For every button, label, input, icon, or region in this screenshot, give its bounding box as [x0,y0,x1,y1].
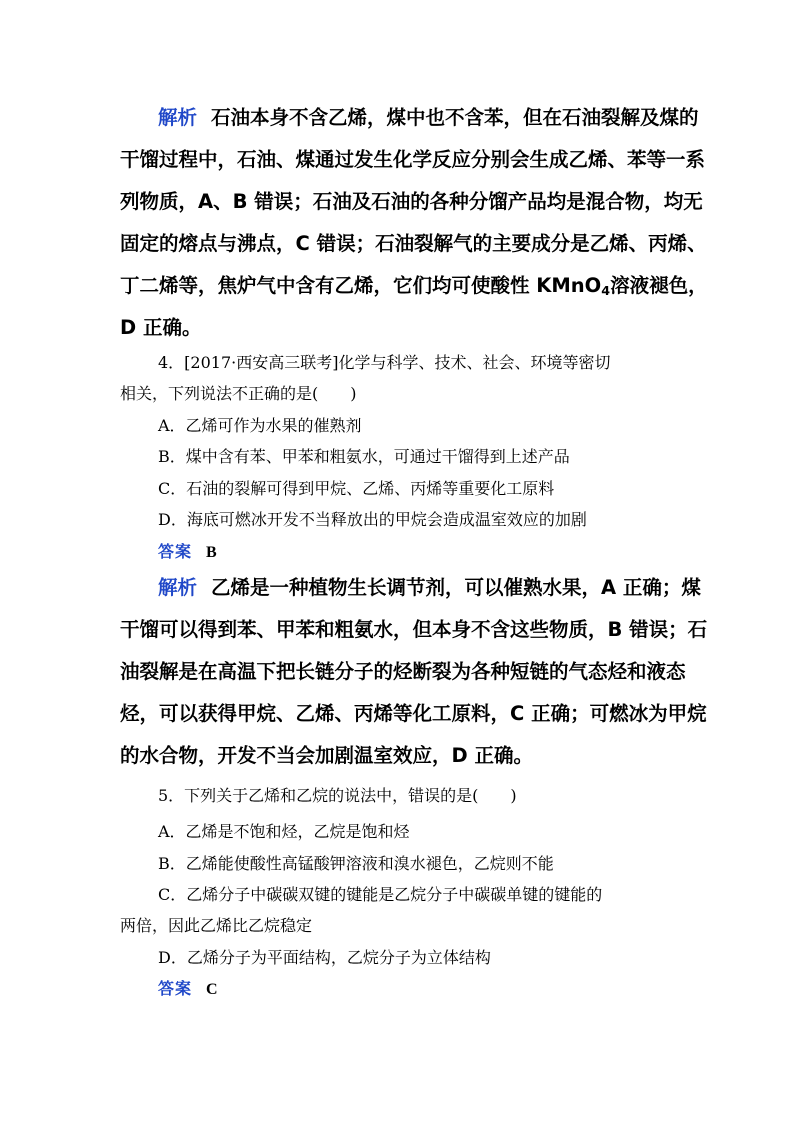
analysis-1-text-1: 石油本身不含乙烯，煤中也不含苯，但在石油裂解及煤的 [211,106,699,129]
analysis-2-line-2: 干馏可以得到苯、甲苯和粗氨水，但本身不含这些物质，B 错误；石 [120,618,708,641]
q5-stem-line-1: 5．下列关于乙烯和乙烷的说法中，错误的是( ) [158,786,517,805]
q5-answer-line [158,976,218,999]
analysis-1-line-5 [120,270,708,298]
analysis-1-text-5b: 溶液褪色， [610,274,708,297]
analysis-2-line-3: 油裂解是在高温下把长链分子的烃断裂为各种短链的气态烃和液态 [120,660,686,683]
analysis-label: 解析 [158,106,198,129]
q5-option-c-cont: 两倍，因此乙烯比乙烷稳定 [120,916,313,935]
analysis-label: 解析 [158,576,198,599]
analysis-1-text-5a: 丁二烯等，焦炉气中含有乙烯，它们均可使酸性 KMnO [120,274,602,297]
analysis-1-line-1 [158,102,699,130]
q5-option-b: B．乙烯能使酸性高锰酸钾溶液和溴水褪色，乙烷则不能 [158,854,554,873]
q4-option-a: A．乙烯可作为水果的催熟剂 [158,416,362,435]
q4-answer-value: B [206,544,217,561]
answer-label: 答案 [158,979,193,998]
analysis-2-text-1: 乙烯是一种植物生长调节剂，可以催熟水果，A 正确；煤 [211,576,701,599]
q4-answer-line [158,539,217,562]
q5-option-d: D．乙烯分子为平面结构，乙烷分子为立体结构 [158,948,491,967]
analysis-1-line-6: D 正确。 [120,316,202,339]
q5-option-c: C．乙烯分子中碳碳双键的键能是乙烷分子中碳碳单键的键能的 [158,885,603,904]
analysis-1-line-2: 干馏过程中，石油、煤通过发生化学反应分别会生成乙烯、苯等一系 [120,148,706,171]
analysis-2-line-4: 烃，可以获得甲烷、乙烯、丙烯等化工原料，C 正确；可燃冰为甲烷 [120,702,707,725]
q5-answer-value: C [206,981,218,998]
q4-option-b: B．煤中含有苯、甲苯和粗氨水，可通过干馏得到上述产品 [158,447,570,466]
kmno4-subscript: 4 [601,283,611,299]
q4-stem-line-2: 相关，下列说法不正确的是( ) [120,384,357,403]
answer-label: 答案 [158,542,193,561]
q4-stem-line-1: 4．[2017·西安高三联考]化学与科学、技术、社会、环境等密切 [158,353,611,372]
analysis-1-line-4: 固定的熔点与沸点，C 错误；石油裂解气的主要成分是乙烯、丙烯、 [120,232,707,255]
analysis-1-line-3: 列物质，A、B 错误；石油及石油的各种分馏产品均是混合物，均无 [120,190,703,213]
analysis-2-line-5: 的水合物，开发不当会加剧温室效应，D 正确。 [120,744,533,767]
q4-option-d: D．海底可燃冰开发不当释放出的甲烷会造成温室效应的加剧 [158,510,587,529]
q4-option-c: C．石油的裂解可得到甲烷、乙烯、丙烯等重要化工原料 [158,479,555,498]
analysis-2-line-1 [158,572,701,600]
q5-option-a: A．乙烯是不饱和烃，乙烷是饱和烃 [158,822,410,841]
